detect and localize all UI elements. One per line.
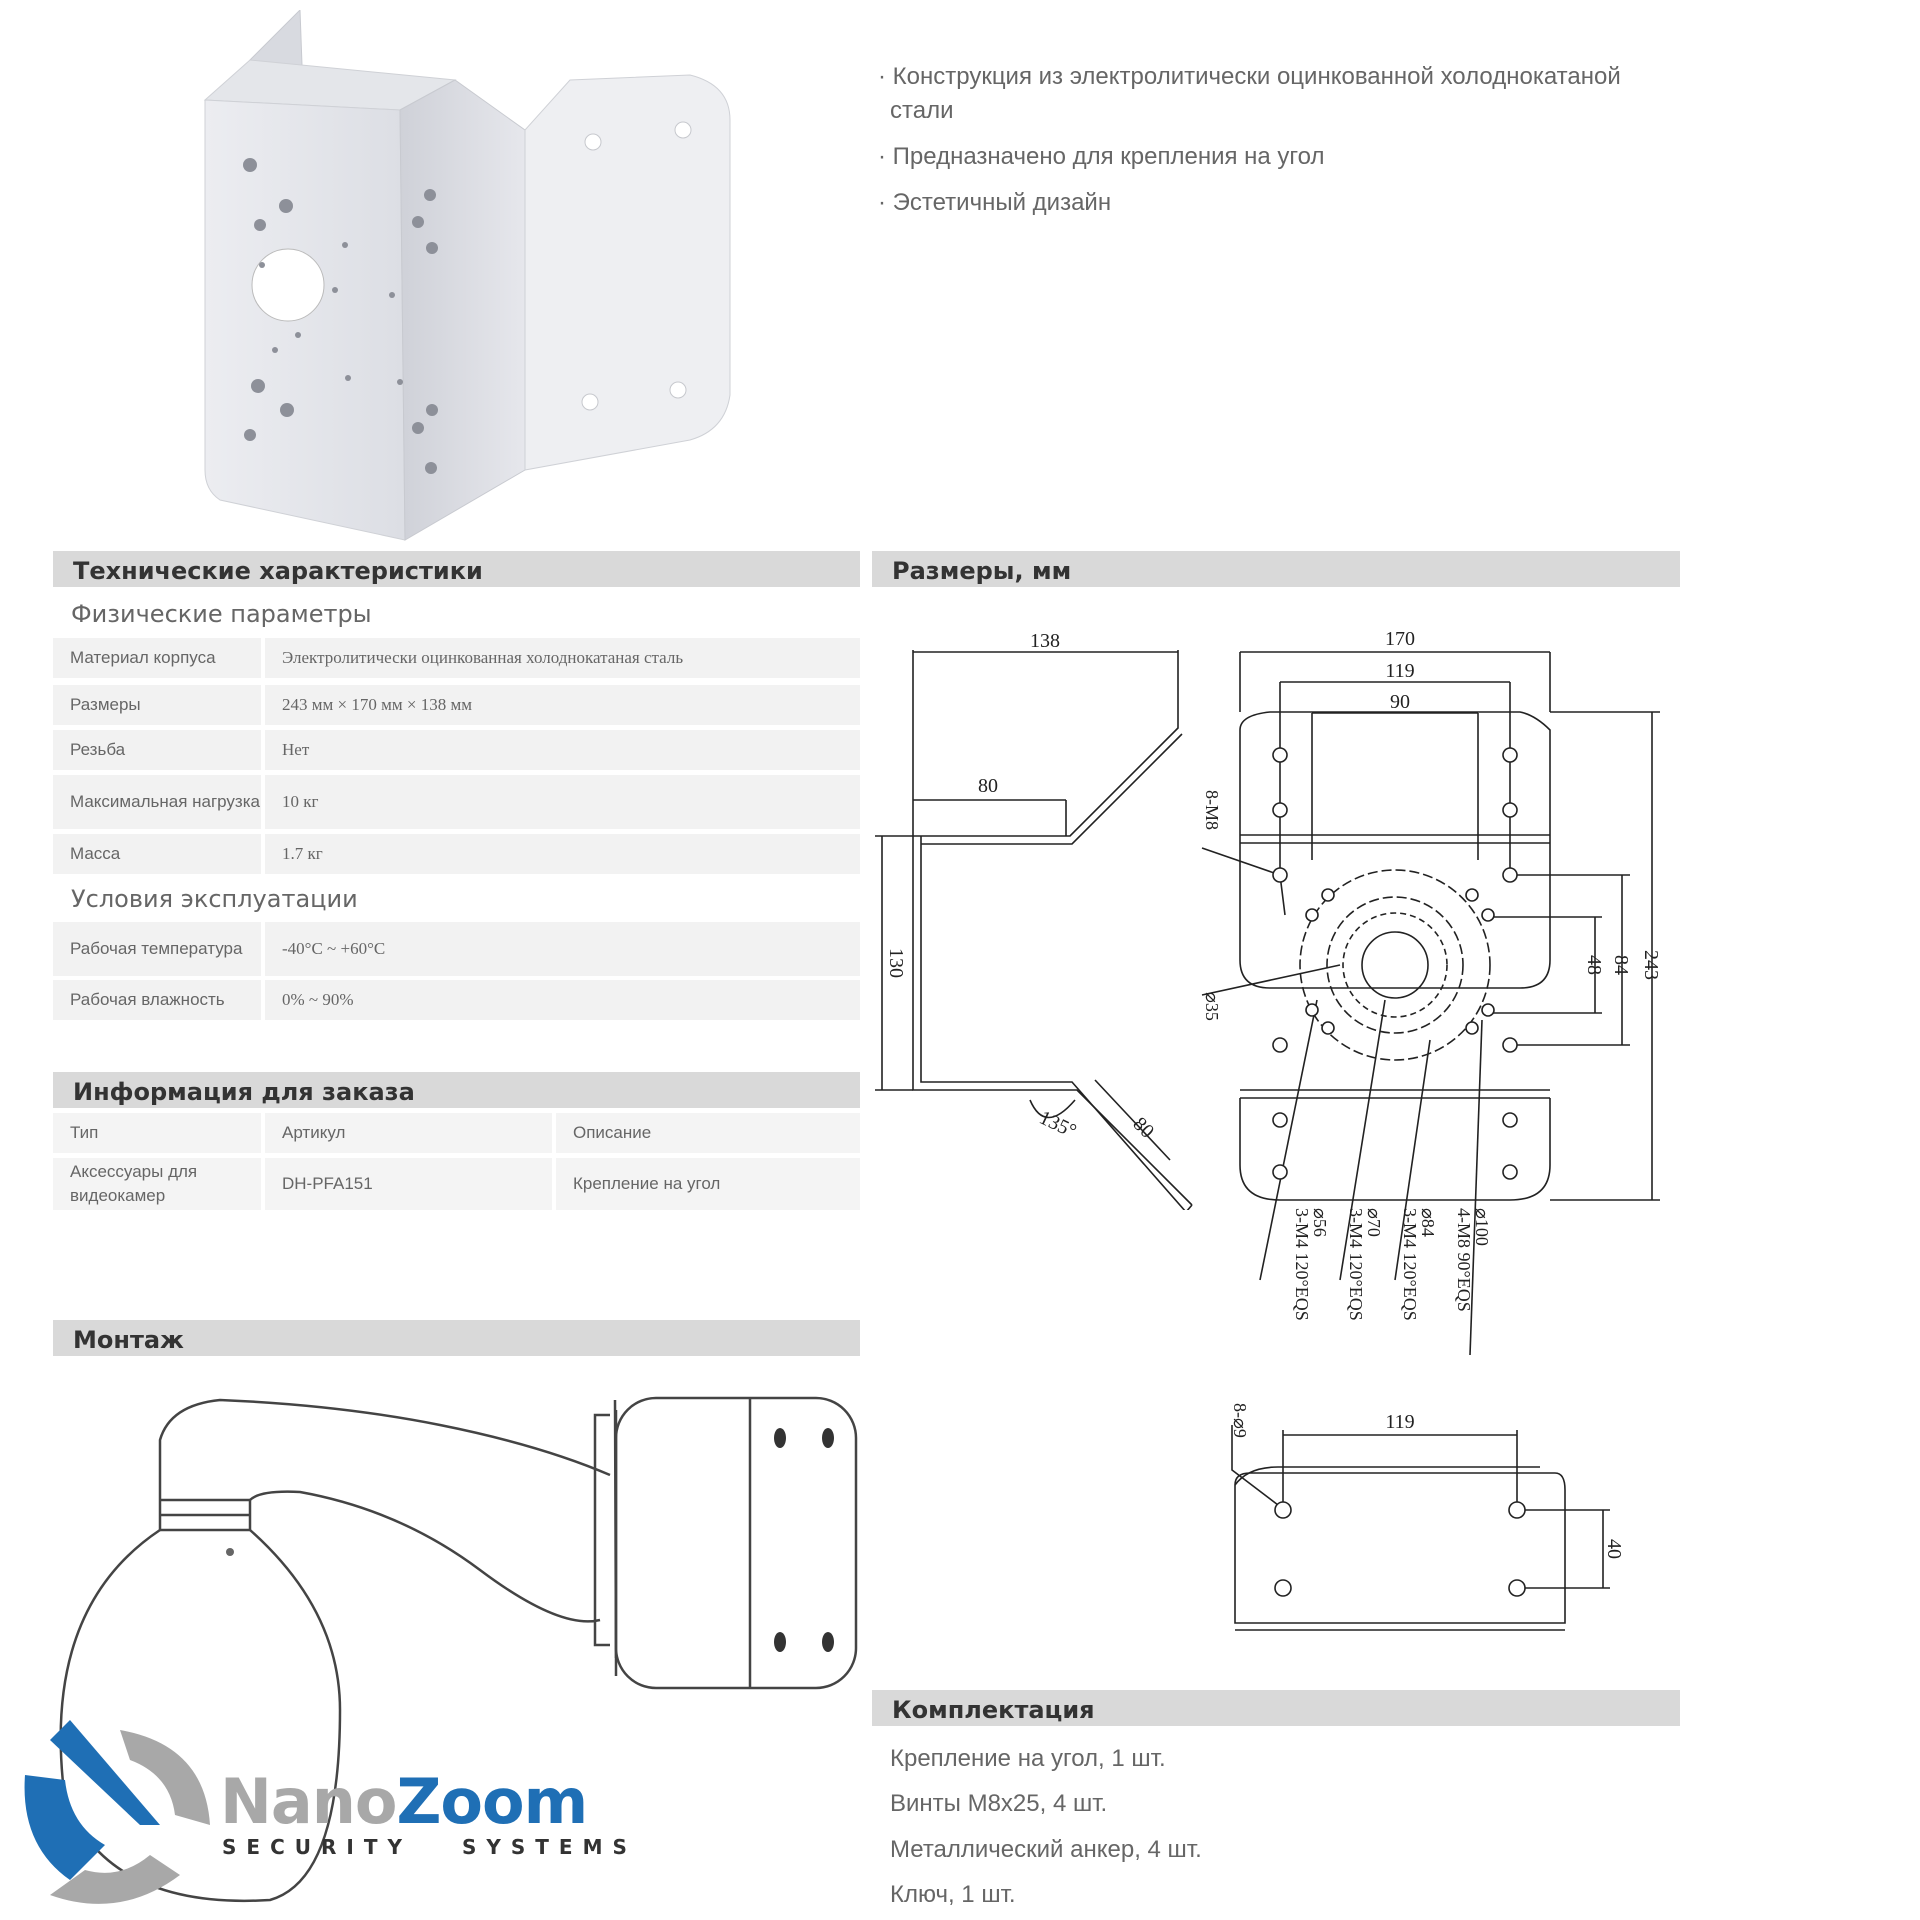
callout-m4-1: 3-M4 120°EQS — [1292, 1208, 1312, 1321]
dim-front-35: ⌀35 — [1202, 992, 1222, 1021]
spec-row — [53, 638, 860, 678]
dim-front-84: 84 — [1610, 955, 1632, 975]
spec-row — [53, 980, 860, 1020]
callout-d100: ⌀100 — [1472, 1208, 1492, 1246]
spec-value: 1.7 кг — [265, 834, 860, 874]
nanozoom-logo — [10, 1705, 637, 1910]
logo-text-zoom: Zoom — [396, 1765, 588, 1838]
callout-m4-3: 3-M4 120°EQS — [1400, 1208, 1420, 1321]
callout-m4-2: 3-M4 120°EQS — [1346, 1208, 1366, 1321]
dim-side-angle: 135° — [1035, 1106, 1080, 1143]
dim-front-48: 48 — [1583, 955, 1605, 975]
side-view-drawing — [870, 620, 1210, 1210]
spec-value: 243 мм × 170 мм × 138 мм — [265, 685, 860, 725]
dim-front-243: 243 — [1640, 950, 1662, 980]
spec-value: -40°C ~ +60°C — [265, 922, 860, 976]
physical-subtitle: Физические параметры — [71, 600, 372, 628]
callout-d84: ⌀84 — [1418, 1208, 1438, 1237]
kit-item: Крепление на угол, 1 шт. — [890, 1745, 1166, 1772]
dim-side-inner: 80 — [978, 775, 998, 797]
callout-m8: 4-M8 90°EQS — [1454, 1208, 1474, 1312]
dim-front-170: 170 — [1385, 628, 1415, 650]
spec-value: 0% ~ 90% — [265, 980, 860, 1020]
logo-tagline-1: SECURITY — [222, 1835, 412, 1859]
feature-line-3: · Эстетичный дизайн — [878, 189, 1112, 216]
mounting-header: Монтаж — [53, 1320, 860, 1356]
spec-row — [53, 922, 860, 976]
product-image — [190, 10, 750, 550]
feature-line-1-cont: стали — [890, 97, 954, 124]
dim-side-height: 130 — [885, 948, 907, 978]
spec-value: Электролитически оцинкованная холоднокатаная сталь — [265, 638, 860, 678]
dim-side-top: 138 — [1030, 630, 1060, 652]
spec-label: Резьба — [53, 730, 261, 770]
logo-text — [220, 1765, 587, 1838]
dim-base-holes: 8-⌀9 — [1230, 1403, 1250, 1438]
spec-label: Масса — [53, 834, 261, 874]
order-type: Аксессуары для видеокамер — [53, 1158, 261, 1210]
kit-item: Ключ, 1 шт. — [890, 1881, 1016, 1908]
order-sku: DH-PFA151 — [265, 1158, 552, 1210]
feature-line-2: · Предназначено для крепления на угол — [878, 143, 1325, 170]
base-view-drawing — [1220, 1395, 1640, 1645]
order-table-header — [53, 1113, 860, 1153]
environment-subtitle: Условия эксплуатации — [71, 885, 358, 913]
spec-label: Максимальная нагрузка — [53, 775, 261, 829]
spec-label: Рабочая влажность — [53, 980, 261, 1020]
order-col-type: Тип — [53, 1113, 261, 1153]
kit-item: Металлический анкер, 4 шт. — [890, 1836, 1202, 1863]
kit-header: Комплектация — [872, 1690, 1680, 1726]
spec-row — [53, 685, 860, 725]
logo-tagline-2: SYSTEMS — [462, 1835, 637, 1859]
spec-label: Размеры — [53, 685, 261, 725]
logo-text-nano: Nano — [220, 1765, 397, 1838]
logo-emblem — [10, 1705, 220, 1910]
spec-row — [53, 834, 860, 874]
dimensions-header: Размеры, мм — [872, 551, 1680, 587]
dim-front-90: 90 — [1390, 691, 1410, 713]
callout-d56: ⌀56 — [1310, 1208, 1330, 1237]
front-view-drawing — [1190, 620, 1690, 1370]
spec-value: 10 кг — [265, 775, 860, 829]
spec-row — [53, 730, 860, 770]
callout-d70: ⌀70 — [1364, 1208, 1384, 1237]
order-col-desc: Описание — [556, 1113, 860, 1153]
spec-value: Нет — [265, 730, 860, 770]
dim-base-40: 40 — [1603, 1539, 1625, 1559]
order-desc: Крепление на угол — [556, 1158, 860, 1210]
order-header: Информация для заказа — [53, 1072, 860, 1108]
dim-front-8m8: 8-M8 — [1202, 790, 1222, 830]
order-table-row — [53, 1158, 860, 1210]
dim-base-119: 119 — [1385, 1411, 1415, 1433]
spec-label: Материал корпуса — [53, 638, 261, 678]
dim-front-119: 119 — [1385, 660, 1415, 682]
dim-side-flange: 80 — [1128, 1112, 1159, 1143]
kit-item: Винты M8x25, 4 шт. — [890, 1790, 1108, 1817]
specs-header: Технические характеристики — [53, 551, 860, 587]
spec-label: Рабочая температура — [53, 922, 261, 976]
order-col-sku: Артикул — [265, 1113, 552, 1153]
feature-line-1: · Конструкция из электролитически оцинкованной холоднокатаной — [878, 63, 1621, 90]
spec-row — [53, 775, 860, 829]
